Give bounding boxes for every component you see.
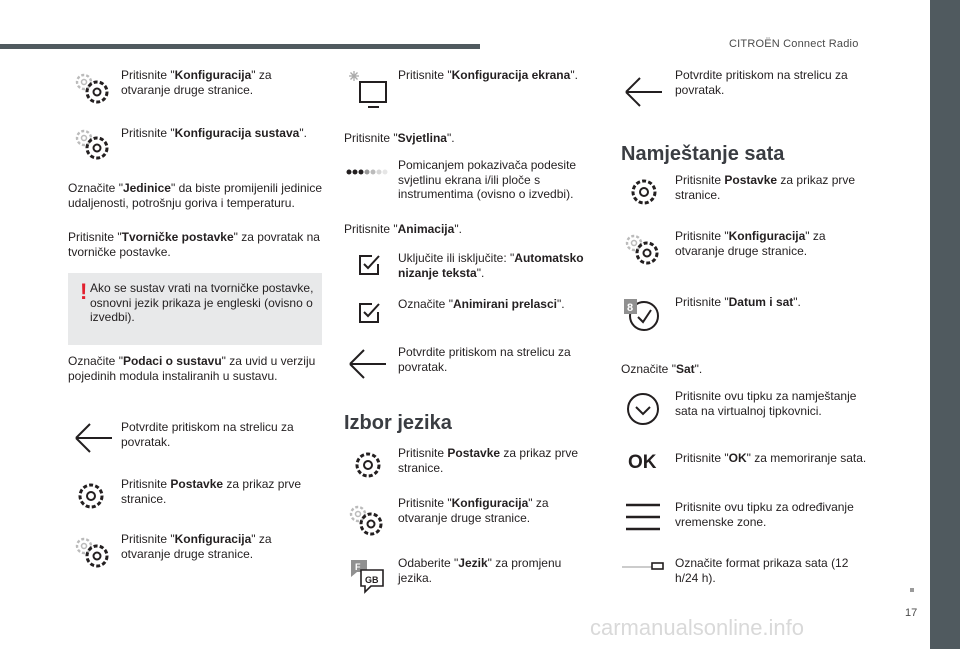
- page-marker: [910, 588, 914, 592]
- ok-button-icon: OK: [628, 452, 657, 473]
- section-heading: Namještanje sata: [621, 143, 785, 165]
- warning-icon: !: [80, 279, 88, 304]
- paragraph: Označite "Jedinice" da biste promijenili jedinice udaljenosti, potrošnju goriva i temperaturu.: [68, 181, 322, 210]
- svg-text:8: 8: [627, 302, 634, 314]
- text-block: Potvrdite pritiskom na strelicu za povratak.: [675, 68, 848, 97]
- svg-text:F: F: [355, 562, 361, 572]
- timezone-menu-icon: [624, 502, 662, 532]
- back-arrow-icon: [346, 346, 388, 382]
- text-block: Odaberite "Jezik" za promjenu jezika.: [398, 556, 562, 585]
- text-block: Pritisnite Postavke za prikaz prve stranice.: [398, 446, 579, 475]
- text-block: Pritisnite "Konfiguracija sustava".: [121, 126, 307, 140]
- text-block: Pomicanjem pokazivača podesite svjetlinu ekrana i/ili ploče s instrumentima (ovisno o izvedbi).: [398, 158, 577, 201]
- settings-gears-icon: [72, 70, 112, 106]
- checkbox-checked-icon: [358, 254, 380, 276]
- text-block: Potvrdite pritiskom na strelicu za povratak.: [398, 345, 571, 374]
- warning-text: Ako se sustav vrati na tvorničke postavke, osnovni jezik prikaza je engleski (ovisno o izvedbi).: [90, 281, 314, 324]
- paragraph: Pritisnite "Animacija".: [344, 222, 462, 236]
- text-block: Pritisnite Postavke za prikaz prve stranice.: [675, 173, 856, 202]
- checkbox-checked-icon: [358, 302, 380, 324]
- back-arrow-icon: [72, 420, 114, 456]
- text-block: Pritisnite "Konfiguracija" za otvaranje druge stranice.: [121, 532, 272, 561]
- text-block: Pritisnite ovu tipku za određivanje vremenske zone.: [675, 500, 854, 529]
- settings-gear-icon: [353, 450, 383, 480]
- text-block: Pritisnite "Konfiguracija ekrana".: [398, 68, 578, 82]
- header-rule: [0, 44, 480, 49]
- text-block: Pritisnite "OK" za memoriranje sata.: [675, 451, 867, 465]
- svg-text:GB: GB: [365, 575, 379, 585]
- text-block: Označite format prikaza sata (12 h/24 h).: [675, 556, 849, 585]
- paragraph: Označite "Podaci o sustavu" za uvid u verziju pojedinih modula instaliranih u sustavu.: [68, 354, 316, 383]
- section-heading: Izbor jezika: [344, 412, 452, 434]
- settings-gears-icon: [72, 534, 112, 570]
- set-time-button-icon: [626, 392, 660, 426]
- text-block: Potvrdite pritiskom na strelicu za povratak.: [121, 420, 294, 449]
- page-edge-bar: [930, 0, 960, 649]
- paragraph: Pritisnite "Tvorničke postavke" za povratak na tvorničke postavke.: [68, 230, 320, 259]
- language-flags-icon: [347, 558, 387, 594]
- format-toggle-icon: [622, 561, 664, 571]
- text-block: Označite "Animirani prelasci".: [398, 297, 565, 311]
- text-block: Pritisnite "Konfiguracija" za otvaranje druge stranice.: [398, 496, 549, 525]
- text-block: Pritisnite "Konfiguracija" za otvaranje druge stranice.: [121, 68, 272, 97]
- paragraph: Pritisnite "Svjetlina".: [344, 131, 455, 145]
- text-block: Pritisnite "Datum i sat".: [675, 295, 801, 309]
- warning-box: [68, 273, 322, 345]
- settings-gears-icon: [346, 502, 386, 538]
- screen-brightness-icon: [346, 70, 388, 110]
- brightness-slider-icon: [345, 166, 389, 178]
- watermark: carmanualsonline.info: [590, 615, 805, 640]
- page-number: 17: [905, 607, 918, 619]
- system-config-gears-icon: [72, 126, 112, 162]
- settings-gear-icon: [76, 481, 106, 511]
- text-block: Uključite ili isključite: "Automatsko nizanje teksta".: [398, 251, 584, 280]
- brand-title: CITROËN Connect Radio: [729, 38, 859, 50]
- back-arrow-icon: [622, 74, 664, 110]
- text-block: Pritisnite ovu tipku za namještanje sata na virtualnoj tipkovnici.: [675, 389, 857, 418]
- settings-gear-icon: [629, 177, 659, 207]
- paragraph: Označite "Sat".: [621, 362, 703, 376]
- date-time-clock-icon: [622, 296, 662, 332]
- text-block: Pritisnite Postavke za prikaz prve stranice.: [121, 477, 302, 506]
- settings-gears-icon: [622, 231, 662, 267]
- text-block: Pritisnite "Konfiguracija" za otvaranje druge stranice.: [675, 229, 826, 258]
